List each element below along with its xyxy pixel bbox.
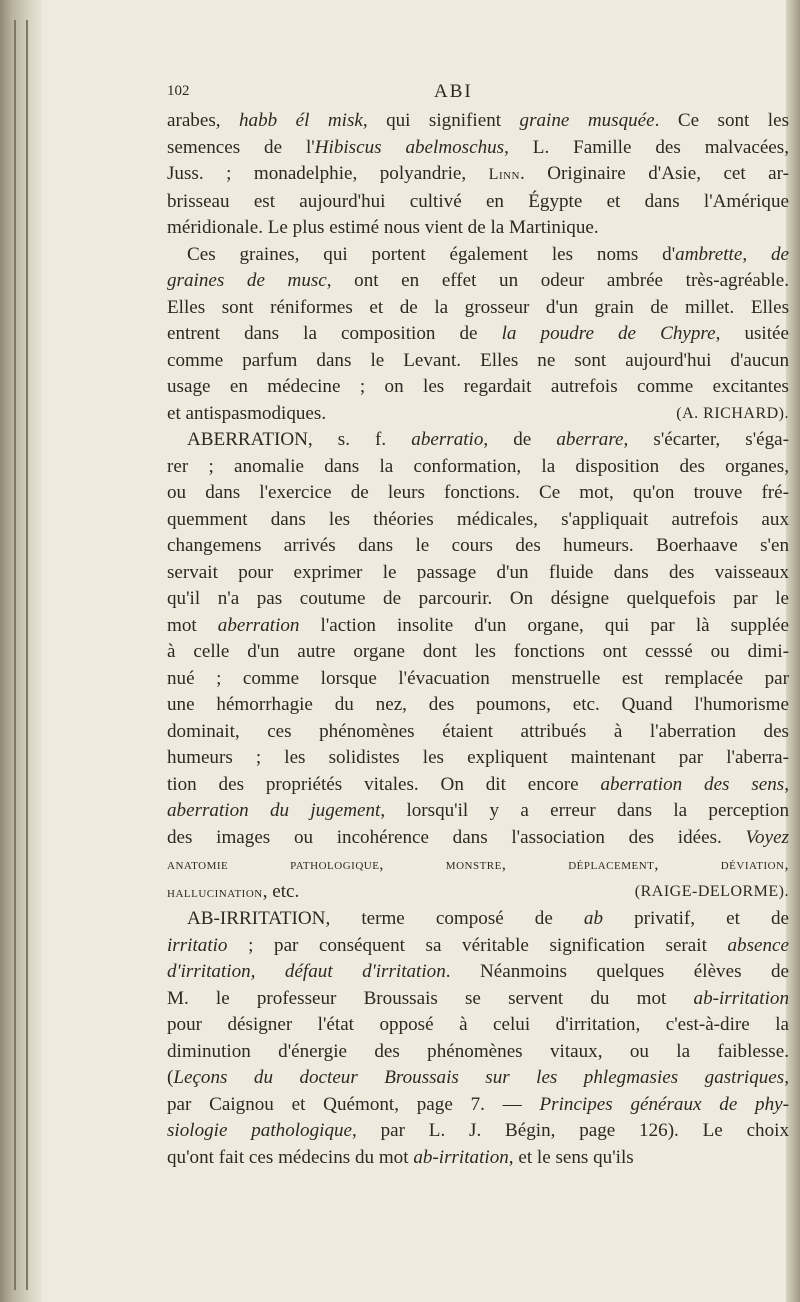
text-line: dominait, ces phénomènes étaient attribués à l'aberration des: [167, 720, 789, 742]
text-line: irritatio ; par conséquent sa véritable signification serait absence: [167, 934, 789, 956]
text-line: entrent dans la composition de la poudre de Chypre, usitée: [167, 323, 789, 344]
text-line: pour désigner l'état opposé à celui d'irritation, c'est-à-dire la: [167, 1014, 789, 1035]
text-line: tion des propriétés vitales. On dit encore aberration des sens,: [167, 773, 789, 795]
text-line: qu'il n'a pas coutume de parcourir. On désigne quelquefois par le: [167, 588, 789, 609]
text-line: diminution d'énergie des phénomènes vitaux, ou la faiblesse.: [167, 1040, 789, 1062]
text-line: (Leçons du docteur Broussais sur les phlegmasies gastriques,: [167, 1067, 789, 1088]
text-line: servait pour exprimer le passage d'un fluide dans des vaisseaux: [167, 561, 789, 583]
text-line: AB-IRRITATION, terme composé de ab privatif, et de: [187, 908, 789, 929]
text-line: hallucination, etc. (RAIGE-DELORME).: [167, 879, 789, 907]
text-line: mot aberration l'action insolite d'un organe, qui par là supplée: [167, 614, 789, 636]
text-line: par Caignou et Quémont, page 7. — Principes généraux de phy-: [167, 1093, 789, 1115]
text-line: ou dans l'exercice de leurs fonctions. Ce mot, qu'on trouve fré-: [167, 482, 789, 503]
text-line: nué ; comme lorsque l'évacuation menstruelle est remplacée par: [167, 667, 789, 689]
text-line: une hémorrhagie du nez, des poumons, etc. Quand l'humorisme: [167, 694, 789, 715]
text-line: aberration du jugement, lorsqu'il y a erreur dans la perception: [167, 800, 789, 821]
binding-rule: [14, 20, 16, 1290]
text-line: quemment dans les théories médicales, s'appliquait autrefois aux: [167, 508, 789, 530]
book-binding-edge: [0, 0, 42, 1302]
text-line: arabes, habb él misk, qui signifient graine musquée. Ce sont les: [167, 110, 790, 131]
text-line: humeurs ; les solidistes les expliquent maintenant par l'aberra-: [167, 747, 789, 768]
text-line: changemens arrivés dans le cours des humeurs. Boerhaave s'en: [167, 535, 789, 556]
text-line: Juss. ; monadelphie, polyandrie, Linn. Originaire d'Asie, cet ar-: [167, 163, 789, 184]
text-line: qu'ont fait ces médecins du mot ab-irritation, et le sens qu'ils: [167, 1146, 634, 1168]
author-signature: (RAIGE-DELORME).: [634, 882, 789, 900]
text-line: méridionale. Le plus estimé nous vient de la Martinique.: [167, 217, 599, 238]
text-line: semences de l'Hibiscus abelmoschus, L. Famille des malvacées,: [167, 136, 789, 158]
article-text: [167, 108, 789, 1171]
text-line: des images ou incohérence dans l'association des idées. Voyez: [167, 826, 789, 848]
text-line: graines de musc, ont en effet un odeur ambrée très-agréable.: [167, 270, 790, 291]
text-line: usage en médecine ; on les regardait autrefois comme excitantes: [167, 376, 789, 397]
page-number: 102: [167, 83, 190, 99]
running-head: ABI: [434, 81, 473, 102]
author-signature: (A. RICHARD).: [676, 404, 789, 422]
text-line: et antispasmodiques. (A. RICHARD).: [167, 401, 789, 428]
text-line: Ces graines, qui portent également les noms d'ambrette, de: [187, 243, 790, 265]
text-line: M. le professeur Broussais se servent du mot ab-irritation: [167, 987, 789, 1009]
text-line: brisseau est aujourd'hui cultivé en Égypte et dans l'Amérique: [167, 190, 789, 212]
text-line: à celle d'un autre organe dont les fonctions ont cesssé ou dimi-: [167, 641, 789, 662]
text-line: d'irritation, défaut d'irritation. Néanmoins quelques élèves de: [167, 961, 790, 982]
page-header: [167, 83, 789, 109]
text-line: rer ; anomalie dans la conformation, la disposition des organes,: [167, 455, 789, 477]
text-line: ABERRATION, s. f. aberratio, de aberrare, s'écarter, s'éga-: [187, 429, 789, 450]
text-line: Elles sont réniformes et de la grosseur d'un grain de millet. Elles: [167, 296, 789, 318]
binding-rule: [26, 20, 28, 1290]
text-line: anatomie pathologique, monstre, déplacement, déviation,: [167, 856, 789, 873]
text-line: comme parfum dans le Levant. Elles ne sont aujourd'hui d'aucun: [167, 349, 789, 371]
text-line: siologie pathologique, par L. J. Bégin, page 126). Le choix: [167, 1120, 789, 1141]
